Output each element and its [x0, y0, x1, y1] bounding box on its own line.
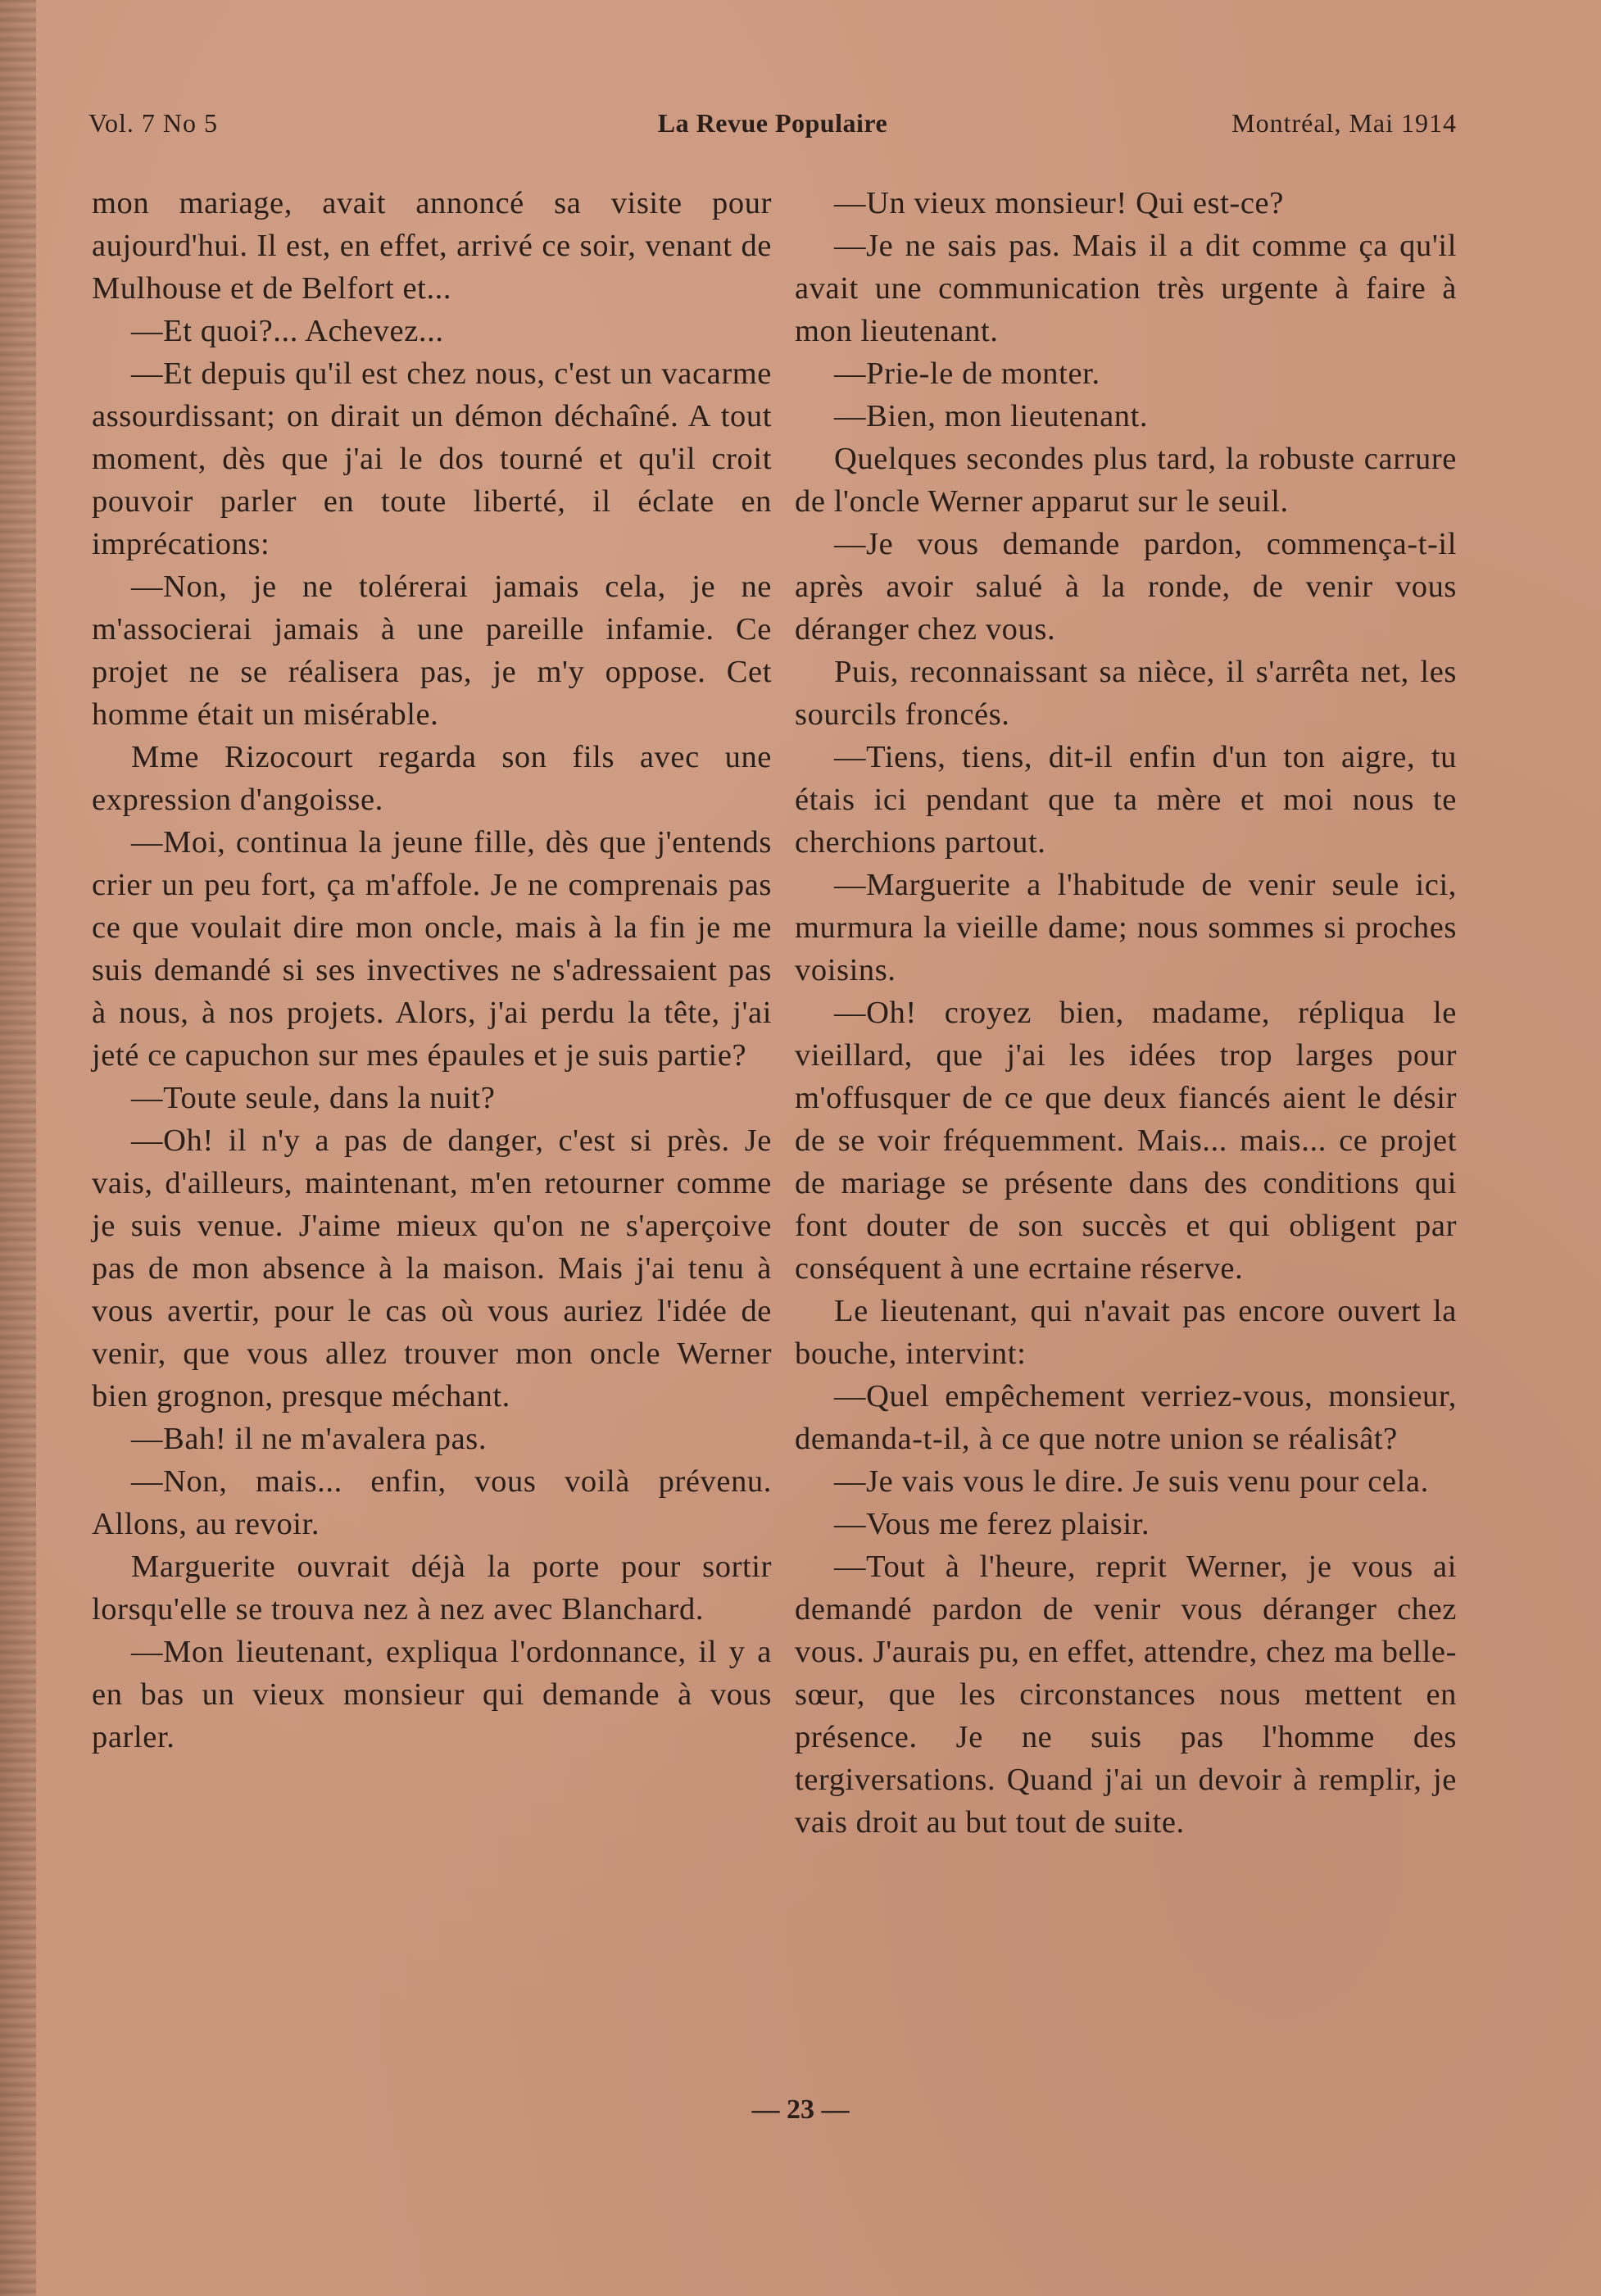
magazine-title: La Revue Populaire	[657, 108, 888, 138]
paragraph: —Non, je ne tolérerai jamais cela, je ne m'associerai jamais à une pareille infamie. Ce projet ne se réalisera pas, je m'y oppose. Cet homme était un misérable.	[92, 569, 772, 732]
paragraph: Marguerite ouvrait déjà la porte pour sortir lorsqu'elle se trouva nez à nez avec Blanchard.	[92, 1550, 772, 1627]
page-number: — 23 —	[751, 2094, 850, 2125]
paragraph: —Non, mais... enfin, vous voilà prévenu. Allons, au revoir.	[92, 1464, 772, 1541]
paragraph: mon mariage, avait annoncé sa visite pour aujourd'hui. Il est, en effet, arrivé ce soir, venant de Mulhouse et de Belfort et...	[92, 186, 772, 306]
running-header	[88, 108, 1457, 149]
paragraph: —Tiens, tiens, dit-il enfin d'un ton aigre, tu étais ici pendant que ta mère et moi nous te cherchions partout.	[795, 740, 1457, 860]
paragraph: —Et quoi?... Achevez...	[131, 314, 444, 348]
paragraph: —Bah! il ne m'avalera pas.	[131, 1422, 488, 1456]
paragraph: Mme Rizocourt regarda son fils avec une expression d'angoisse.	[92, 740, 772, 817]
paragraph: Puis, reconnaissant sa nièce, il s'arrêta net, les sourcils froncés.	[795, 655, 1457, 732]
paragraph: Le lieutenant, qui n'avait pas encore ouvert la bouche, intervint:	[795, 1294, 1457, 1371]
paragraph: Quelques secondes plus tard, la robuste carrure de l'oncle Werner apparut sur le seuil.	[795, 442, 1457, 519]
paragraph: —Marguerite a l'habitude de venir seule ici, murmura la vieille dame; nous sommes si proches voisins.	[795, 868, 1457, 987]
paragraph: —Je vais vous le dire. Je suis venu pour cela.	[834, 1464, 1429, 1499]
paragraph: —Oh! il n'y a pas de danger, c'est si près. Je vais, d'ailleurs, maintenant, m'en retourner comme je suis venue. J'aime mieux qu'on ne s'aperçoive pas de mon absence à la maison. Mais j'ai tenu à vous avertir, pour le cas où vous auriez l'idée de venir, que vous allez trouver mon oncle Werner bien grognon, presque méchant.	[92, 1123, 772, 1413]
paragraph: —Toute seule, dans la nuit?	[131, 1081, 496, 1115]
paragraph: —Moi, continua la jeune fille, dès que j'entends crier un peu fort, ça m'affole. Je ne comprenais pas ce que voulait dire mon oncle, mais à la fin je me suis demandé si ses invectives ne s'adressaient pas à nous, à nos projets. Alors, j'ai perdu la tête, j'ai jeté ce capuchon sur mes épaules et je suis partie?	[92, 825, 772, 1073]
left-column	[92, 182, 772, 1758]
binding-edge	[0, 0, 36, 2296]
paragraph: —Vous me ferez plaisir.	[834, 1507, 1150, 1541]
paragraph: —Tout à l'heure, reprit Werner, je vous ai demandé pardon de venir vous déranger chez vous. J'aurais pu, en effet, attendre, chez ma belle-sœur, que les circonstances nous mettent en présence. Je ne suis pas l'homme des tergiversations. Quand j'ai un devoir à remplir, je vais droit au but tout de suite.	[795, 1550, 1457, 1840]
paragraph: —Oh! croyez bien, madame, répliqua le vieillard, que j'ai les idées trop larges pour m'offusquer de ce que deux fiancés aient le désir de se voir fréquemment. Mais... mais... ce projet de mariage se présente dans des conditions qui font douter de son succès et qui obligent par conséquent à une ecrtaine réserve.	[795, 996, 1457, 1286]
right-column	[795, 182, 1457, 1844]
paragraph: —Prie-le de monter.	[834, 356, 1100, 391]
paragraph: —Je ne sais pas. Mais il a dit comme ça qu'il avait une communication très urgente à faire à mon lieutenant.	[795, 229, 1457, 348]
paragraph: —Bien, mon lieutenant.	[834, 399, 1149, 433]
paragraph: —Et depuis qu'il est chez nous, c'est un vacarme assourdissant; on dirait un démon déchaîné. A tout moment, dès que j'ai le dos tourné et qu'il croit pouvoir parler en toute liberté, il éclate en imprécations:	[92, 356, 772, 561]
paragraph: —Un vieux monsieur! Qui est-ce?	[834, 186, 1284, 220]
paragraph: —Quel empêchement verriez-vous, monsieur, demanda-t-il, à ce que notre union se réalisât?	[795, 1379, 1457, 1456]
paragraph: —Mon lieutenant, expliqua l'ordonnance, il y a en bas un vieux monsieur qui demande à vous parler.	[92, 1635, 772, 1754]
place-date: Montréal, Mai 1914	[1231, 108, 1457, 138]
paragraph: —Je vous demande pardon, commença-t-il après avoir salué à la ronde, de venir vous déranger chez vous.	[795, 527, 1457, 647]
volume-number: Vol. 7 No 5	[88, 108, 218, 138]
